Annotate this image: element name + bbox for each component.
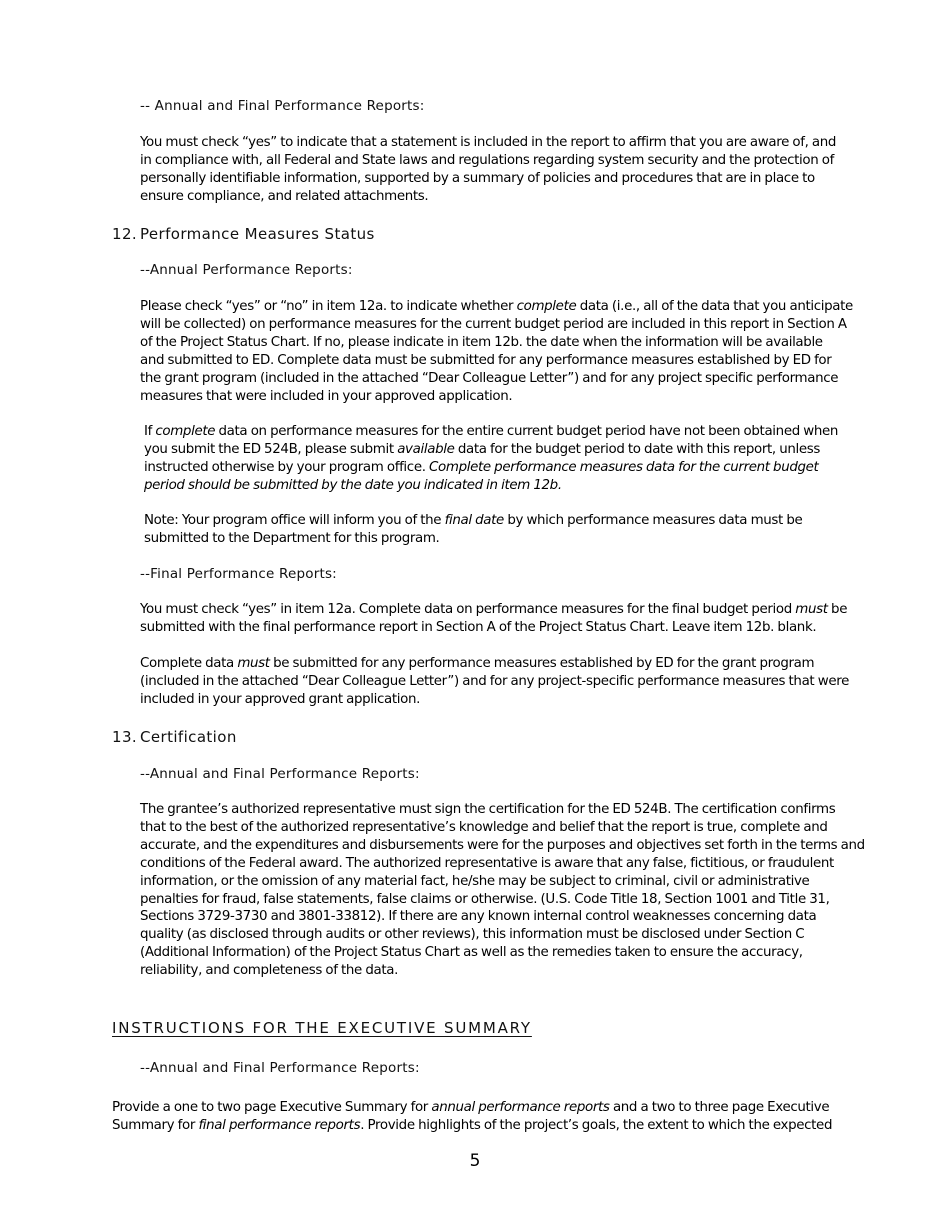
s12-note-paragraph: [144, 512, 802, 548]
text-line: conditions of the Federal award. The authorized representative is aware that any false, fictitious, or fraudulent: [140, 855, 834, 871]
text-line: personally identifiable information, supported by a summary of policies and procedures that are in place to: [140, 170, 815, 186]
text-line: Summary for final performance reports. Provide highlights of the project’s goals, the extent to which the expected: [112, 1117, 833, 1133]
s12-heading: [112, 225, 375, 243]
text-line: (Additional Information) of the Project Status Chart as well as the remedies taken to ensure the accuracy,: [140, 945, 803, 961]
s11-paragraph: [140, 134, 836, 206]
s12-number: 12.: [112, 225, 138, 243]
text-line: Sections 3729-3730 and 3801-33812). If there are any known internal control weaknesses concerning data: [140, 909, 817, 925]
text-line: instructed otherwise by your program office. Complete performance measures data for the current budget: [144, 459, 819, 475]
text-line: submitted with the final performance report in Section A of the Project Status Chart. Leave item 12b. blank.: [140, 619, 817, 635]
text-line: The grantee’s authorized representative must sign the certification for the ED 524B. The certification confirms: [140, 802, 836, 817]
text-line: you submit the ED 524B, please submit available data for the budget period to date with this report, unless: [144, 441, 821, 457]
s13-subheading: --Annual and Final Performance Reports:: [140, 766, 420, 782]
s12-paragraph-final-2: [140, 655, 849, 709]
exec-paragraph: [112, 1099, 832, 1135]
s12-subheading-final: --Final Performance Reports:: [140, 566, 337, 582]
text-line: will be collected) on performance measures for the current budget period are included in this report in Section A: [140, 316, 847, 332]
text-line: (included in the attached “Dear Colleague Letter”) and for any project-specific performance measures that were: [140, 673, 849, 689]
s13-number: 13.: [112, 728, 138, 746]
text-line: the grant program (included in the attached “Dear Colleague Letter”) and for any project specific performance: [140, 370, 839, 386]
text-line: Please check “yes” or “no” in item 12a. to indicate whether complete data (i.e., all of the data that you anticipate: [140, 299, 853, 314]
text-line: ensure compliance, and related attachments.: [140, 188, 429, 204]
text-line: period should be submitted by the date you indicated in item 12b.: [144, 477, 562, 493]
text-line: quality (as disclosed through audits or other reviews), this information must be disclosed under Section C: [140, 927, 805, 943]
text-line: information, or the omission of any material fact, he/she may be subject to criminal, civil or administrative: [140, 873, 810, 889]
s12-title: Performance Measures Status: [140, 225, 375, 243]
s12-subheading-annual: --Annual Performance Reports:: [140, 262, 353, 278]
page-number: 5: [469, 1151, 481, 1171]
s13-paragraph: [140, 801, 865, 980]
text-line: You must check “yes” to indicate that a statement is included in the report to affirm that you are aware of, and: [140, 135, 837, 150]
s12-paragraph-final-1: [140, 601, 847, 637]
s13-title: Certification: [140, 728, 237, 746]
text-line: submitted to the Department for this program.: [144, 530, 440, 546]
text-line: reliability, and completeness of the data.: [140, 963, 398, 979]
s13-heading: [112, 728, 237, 746]
s12-paragraph-1: [140, 298, 853, 405]
text-line: included in your approved grant application.: [140, 691, 421, 707]
text-line: accurate, and the expenditures and disbursements were for the purposes and objectives set forth in the terms and: [140, 837, 865, 853]
exec-subheading: --Annual and Final Performance Reports:: [140, 1060, 420, 1076]
text-line: measures that were included in your approved application.: [140, 388, 513, 404]
text-line: If complete data on performance measures for the entire current budget period have not been obtained when: [144, 424, 839, 439]
s11-subheading: -- Annual and Final Performance Reports:: [140, 98, 425, 114]
text-line: in compliance with, all Federal and State laws and regulations regarding system security and the protection of: [140, 152, 834, 168]
text-line: Provide a one to two page Executive Summary for annual performance reports and a two to three page Executive: [112, 1100, 830, 1115]
text-line: Complete data must be submitted for any performance measures established by ED for the grant program: [140, 656, 815, 671]
executive-summary-title: INSTRUCTIONS FOR THE EXECUTIVE SUMMARY: [112, 1019, 532, 1037]
text-line: that to the best of the authorized representative’s knowledge and belief that the report is true, complete and: [140, 819, 828, 835]
text-line: and submitted to ED. Complete data must be submitted for any performance measures established by ED for: [140, 352, 832, 368]
s12-paragraph-2: [144, 423, 838, 495]
text-line: of the Project Status Chart. If no, please indicate in item 12b. the date when the information will be available: [140, 334, 823, 350]
text-line: Note: Your program office will inform you of the final date by which performance measures data must be: [144, 513, 803, 528]
text-line: You must check “yes” in item 12a. Complete data on performance measures for the final budget period must be: [140, 602, 848, 617]
text-line: penalties for fraud, false statements, false claims or otherwise. (U.S. Code Title 18, Section 1001 and Title 31,: [140, 891, 830, 907]
